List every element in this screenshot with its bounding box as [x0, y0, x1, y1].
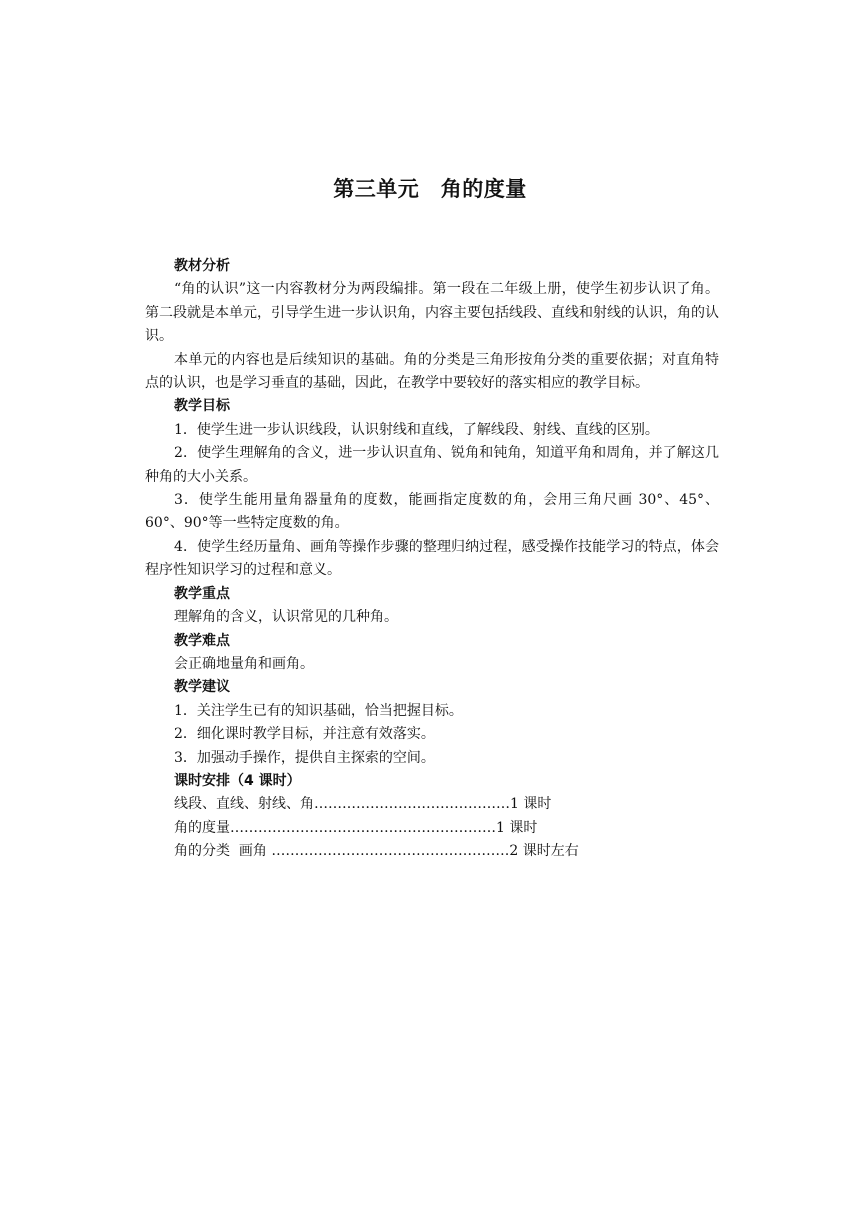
section-heading-analysis: 教材分析	[174, 258, 230, 274]
schedule-row-1: 线段、直线、射线、角……………………………………1 课时	[174, 796, 552, 813]
section-heading-difficulties: 教学难点	[174, 632, 230, 649]
suggestion-item-2: 2．细化课时教学目标，并注意有效落实。	[174, 726, 435, 743]
schedule-row-2: 角的度量…………………………………………………1 课时	[174, 819, 538, 836]
analysis-paragraph-1: “角的认识”这一内容教材分为两段编排。第一段在二年级上册，使学生初步认识了角。第二段就是本单元，引导学生进一步认识角，内容主要包括线段、直线和射线的认识，角的认识。	[145, 281, 719, 345]
section-heading-schedule: 课时安排（4 课时）	[174, 772, 301, 789]
section-heading-suggestions: 教学建议	[174, 679, 230, 696]
goal-item-3: 3．使学生能用量角器量角的度数，能画指定度数的角，会用三角尺画 30°、45°、60°、90°等一些特定度数的角。	[145, 492, 719, 532]
schedule-row-3: 角的分类 画角 ……………………………………………2 课时左右	[174, 843, 579, 860]
section-heading-key-points: 教学重点	[174, 585, 230, 602]
analysis-paragraph-2: 本单元的内容也是后续知识的基础。角的分类是三角形按角分类的重要依据；对直角特点的认识，也是学习垂直的基础，因此，在教学中要较好的落实相应的教学目标。	[145, 351, 719, 392]
difficulties-text: 会正确地量角和画角。	[174, 655, 314, 672]
key-points-text: 理解角的含义，认识常见的几种角。	[174, 609, 398, 626]
goal-item-4: 4．使学生经历量角、画角等操作步骤的整理归纳过程，感受操作技能学习的特点，体会程序性知识学习的过程和意义。	[145, 538, 719, 579]
page-title: 第三单元 角的度量	[333, 177, 527, 201]
section-heading-goals: 教学目标	[174, 398, 230, 415]
goal-item-1: 1．使学生进一步认识线段，认识射线和直线，了解线段、射线、直线的区别。	[174, 421, 659, 438]
suggestion-item-1: 1．关注学生已有的知识基础，恰当把握目标。	[174, 702, 463, 719]
goal-item-2: 2．使学生理解角的含义，进一步认识直角、锐角和钝角，知道平角和周角，并了解这几种角的大小关系。	[145, 445, 719, 485]
document-body	[145, 255, 719, 864]
suggestion-item-3: 3．加强动手操作，提供自主探索的空间。	[174, 749, 435, 766]
